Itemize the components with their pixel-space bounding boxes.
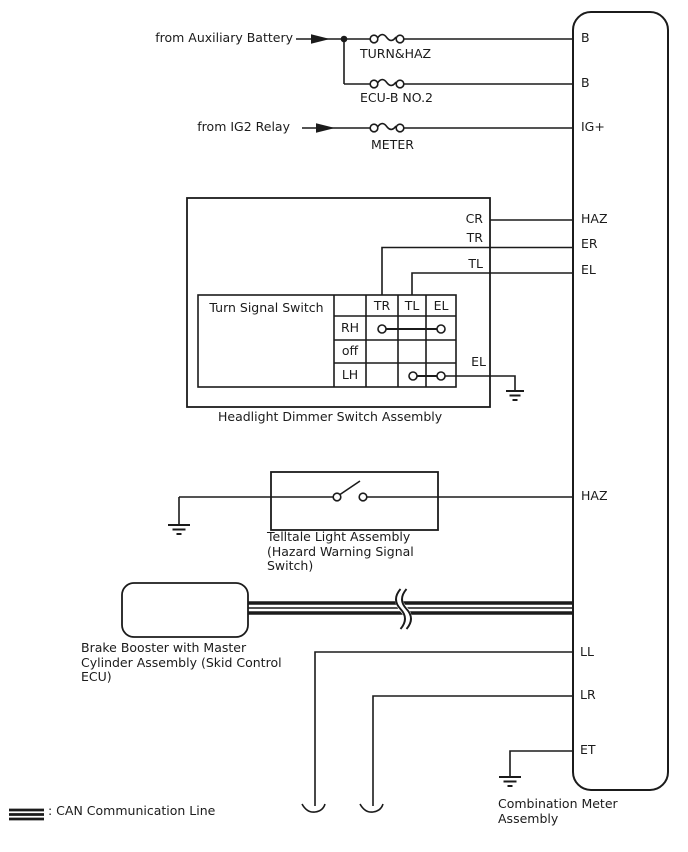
pin-b2: B (581, 75, 590, 90)
turn-signal-switch-title: Turn Signal Switch (209, 300, 324, 315)
arrowhead-ig2-relay (316, 123, 335, 132)
meter-caption-line1: Combination Meter (498, 796, 618, 811)
brake-caption-line3: ECU) (81, 669, 112, 684)
pin-b1: B (581, 30, 590, 45)
pin-et: ET (580, 742, 596, 757)
wire-et-to-ground (499, 751, 573, 786)
source-label-ig2-relay: from IG2 Relay (197, 119, 290, 134)
wire-ll (302, 652, 573, 812)
table-col-tr: TR (373, 298, 391, 313)
pin-el: EL (581, 262, 596, 277)
telltale-caption-line1: Telltale Light Assembly (267, 529, 411, 544)
meter-caption-line2: Assembly (498, 810, 559, 826)
fuse-meter-symbol (370, 124, 404, 132)
arrowhead-aux-battery (311, 34, 330, 43)
table-row-off: off (341, 343, 359, 358)
wire-tl-to-el (412, 273, 573, 295)
brake-booster-caption (81, 641, 282, 685)
dimmer-pin-tr: TR (466, 230, 483, 245)
table-row-lh: LH (341, 367, 359, 382)
fuse-ecu-b-symbol (370, 80, 404, 88)
telltale-caption-line2: (Hazard Warning Signal (267, 543, 414, 559)
source-label-aux-battery: from Auxiliary Battery (155, 30, 293, 45)
pin-haz-mid: HAZ (581, 488, 608, 503)
can-communication-line (248, 603, 573, 613)
table-col-tl: TL (404, 298, 420, 313)
combination-meter-caption (498, 797, 618, 826)
telltale-box (271, 472, 438, 530)
wire-tr-to-er (382, 248, 573, 296)
can-line-break-mark (396, 589, 411, 629)
pin-ll: LL (580, 644, 594, 659)
pin-ig-plus: IG+ (581, 119, 605, 134)
ground-symbol-el (506, 391, 524, 400)
pin-er: ER (581, 236, 598, 251)
table-row-rh: RH (340, 320, 360, 335)
brake-caption-line1: Brake Booster with Master (81, 640, 247, 655)
dimmer-switch-caption: Headlight Dimmer Switch Assembly (218, 409, 443, 424)
telltale-caption (267, 530, 414, 574)
brake-booster-box (122, 583, 248, 637)
brake-caption-line2: Cylinder Assembly (Skid Control (81, 654, 282, 670)
fuse-label-ecu-b: ECU-B NO.2 (360, 90, 433, 105)
dimmer-pin-cr: CR (465, 211, 483, 226)
contact-rh-row (378, 325, 445, 333)
dimmer-pin-tl: TL (468, 256, 483, 271)
table-col-el: EL (433, 298, 449, 313)
ground-symbol-telltale (168, 497, 190, 534)
can-legend-label: : CAN Communication Line (48, 803, 216, 818)
fuse-label-turn-haz: TURN&HAZ (360, 46, 432, 61)
pin-lr: LR (580, 687, 596, 702)
fuse-turn-haz-symbol (370, 35, 404, 43)
can-legend-symbol (9, 810, 44, 819)
hazard-switch-symbol (333, 481, 367, 501)
fuse-label-meter: METER (371, 137, 414, 152)
contact-lh-row (409, 372, 445, 380)
pin-haz-top: HAZ (581, 211, 608, 226)
telltale-caption-line3: Switch) (267, 558, 314, 573)
dimmer-pin-el-out: EL (471, 354, 486, 369)
wire-lr (360, 696, 573, 812)
